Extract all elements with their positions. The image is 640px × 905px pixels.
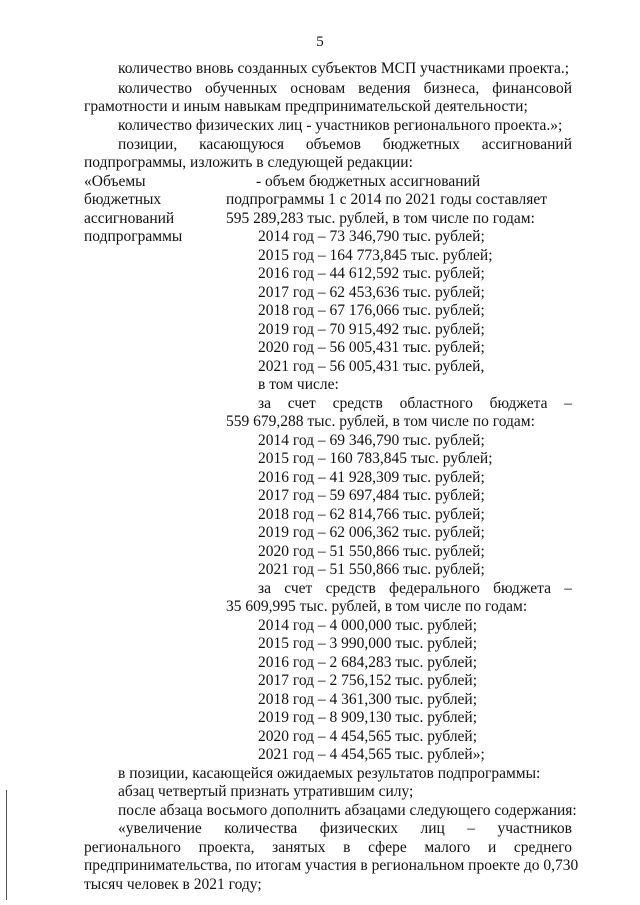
intro-line: количество обученных основам ведения бизнеса, финансовой: [118, 80, 572, 97]
federal-year-line: 2021 год – 4 454,565 тыс. рублей»;: [258, 746, 485, 763]
table-lead-line: - объем бюджетных ассигнований: [256, 173, 481, 190]
total-year-line: 2020 год – 56 005,431 тыс. рублей;: [258, 339, 485, 356]
federal-year-line: 2017 год – 2 756,152 тыс. рублей;: [258, 672, 478, 689]
table-lead-line: 595 289,283 тыс. рублей, в том числе по годам:: [226, 210, 535, 227]
federal-year-line: 2015 год – 3 990,000 тыс. рублей;: [258, 635, 478, 652]
intro-line: подпрограммы, изложить в следующей редакции:: [84, 154, 413, 171]
regional-head: за счет средств областного бюджета –: [258, 395, 572, 412]
table-left-cell-line: подпрограммы: [84, 228, 183, 245]
regional-year-line: 2016 год – 41 928,309 тыс. рублей;: [258, 469, 485, 486]
outro-line: в позиции, касающейся ожидаемых результатов подпрограммы:: [118, 765, 541, 782]
regional-year-line: 2018 год – 62 814,766 тыс. рублей;: [258, 506, 485, 523]
total-year-line: 2017 год – 62 453,636 тыс. рублей;: [258, 284, 485, 301]
outro-line: тысяч человек в 2021 году;: [84, 876, 262, 893]
intro-line: количество физических лиц - участников регионального проекта.»;: [118, 117, 563, 134]
regional-total: 559 679,288 тыс. рублей, в том числе по годам:: [226, 413, 535, 430]
table-left-cell-line: бюджетных: [84, 191, 162, 208]
federal-head: за счет средств федерального бюджета –: [258, 580, 572, 597]
regional-year-line: 2020 год – 51 550,866 тыс. рублей;: [258, 543, 485, 560]
regional-year-line: 2021 год – 51 550,866 тыс. рублей;: [258, 561, 485, 578]
intro-line: количество вновь созданных субъектов МСП участниками проекта.;: [118, 60, 570, 77]
total-year-line: 2018 год – 67 176,066 тыс. рублей;: [258, 302, 485, 319]
regional-year-line: 2017 год – 59 697,484 тыс. рублей;: [258, 487, 485, 504]
federal-year-line: 2020 год – 4 454,565 тыс. рублей;: [258, 728, 478, 745]
page-number: 5: [316, 34, 324, 50]
regional-year-line: 2019 год – 62 006,362 тыс. рублей;: [258, 524, 485, 541]
outro-line: после абзаца восьмого дополнить абзацами следующего содержания:: [118, 802, 577, 819]
federal-total: 35 609,995 тыс. рублей, в том числе по годам:: [226, 598, 528, 615]
federal-year-line: 2016 год – 2 684,283 тыс. рублей;: [258, 654, 478, 671]
intro-line: грамотности и иным навыкам предпринимательской деятельности;: [84, 98, 528, 115]
outro-line: абзац четвертый признать утратившим силу;: [118, 783, 414, 800]
outro-line: предпринимательства, по итогам участия в региональном проекте до 0,730: [84, 857, 579, 874]
federal-year-line: 2018 год – 4 361,300 тыс. рублей;: [258, 691, 478, 708]
total-year-line: 2015 год – 164 773,845 тыс. рублей;: [258, 247, 493, 264]
total-year-line: 2021 год – 56 005,431 тыс. рублей,: [258, 358, 485, 375]
outro-line: «увеличение количества физических лиц – участников: [118, 820, 572, 837]
table-left-cell-line: ассигнований: [84, 210, 175, 227]
outro-line: регионального проекта, занятых в сфере малого и среднего: [84, 839, 572, 856]
intro-line: позиции, касающуюся объемов бюджетных ассигнований: [118, 136, 572, 153]
scan-margin-line: [6, 790, 7, 900]
including-label: в том числе:: [258, 376, 339, 393]
table-lead-line: подпрограммы 1 с 2014 по 2021 годы составляет: [226, 191, 548, 208]
regional-year-line: 2015 год – 160 783,845 тыс. рублей;: [258, 450, 493, 467]
total-year-line: 2016 год – 44 612,592 тыс. рублей;: [258, 265, 485, 282]
total-year-line: 2019 год – 70 915,492 тыс. рублей;: [258, 321, 485, 338]
table-left-cell-line: «Объемы: [84, 173, 146, 190]
federal-year-line: 2019 год – 8 909,130 тыс. рублей;: [258, 709, 478, 726]
total-year-line: 2014 год – 73 346,790 тыс. рублей;: [258, 228, 485, 245]
federal-year-line: 2014 год – 4 000,000 тыс. рублей;: [258, 617, 478, 634]
regional-year-line: 2014 год – 69 346,790 тыс. рублей;: [258, 432, 485, 449]
